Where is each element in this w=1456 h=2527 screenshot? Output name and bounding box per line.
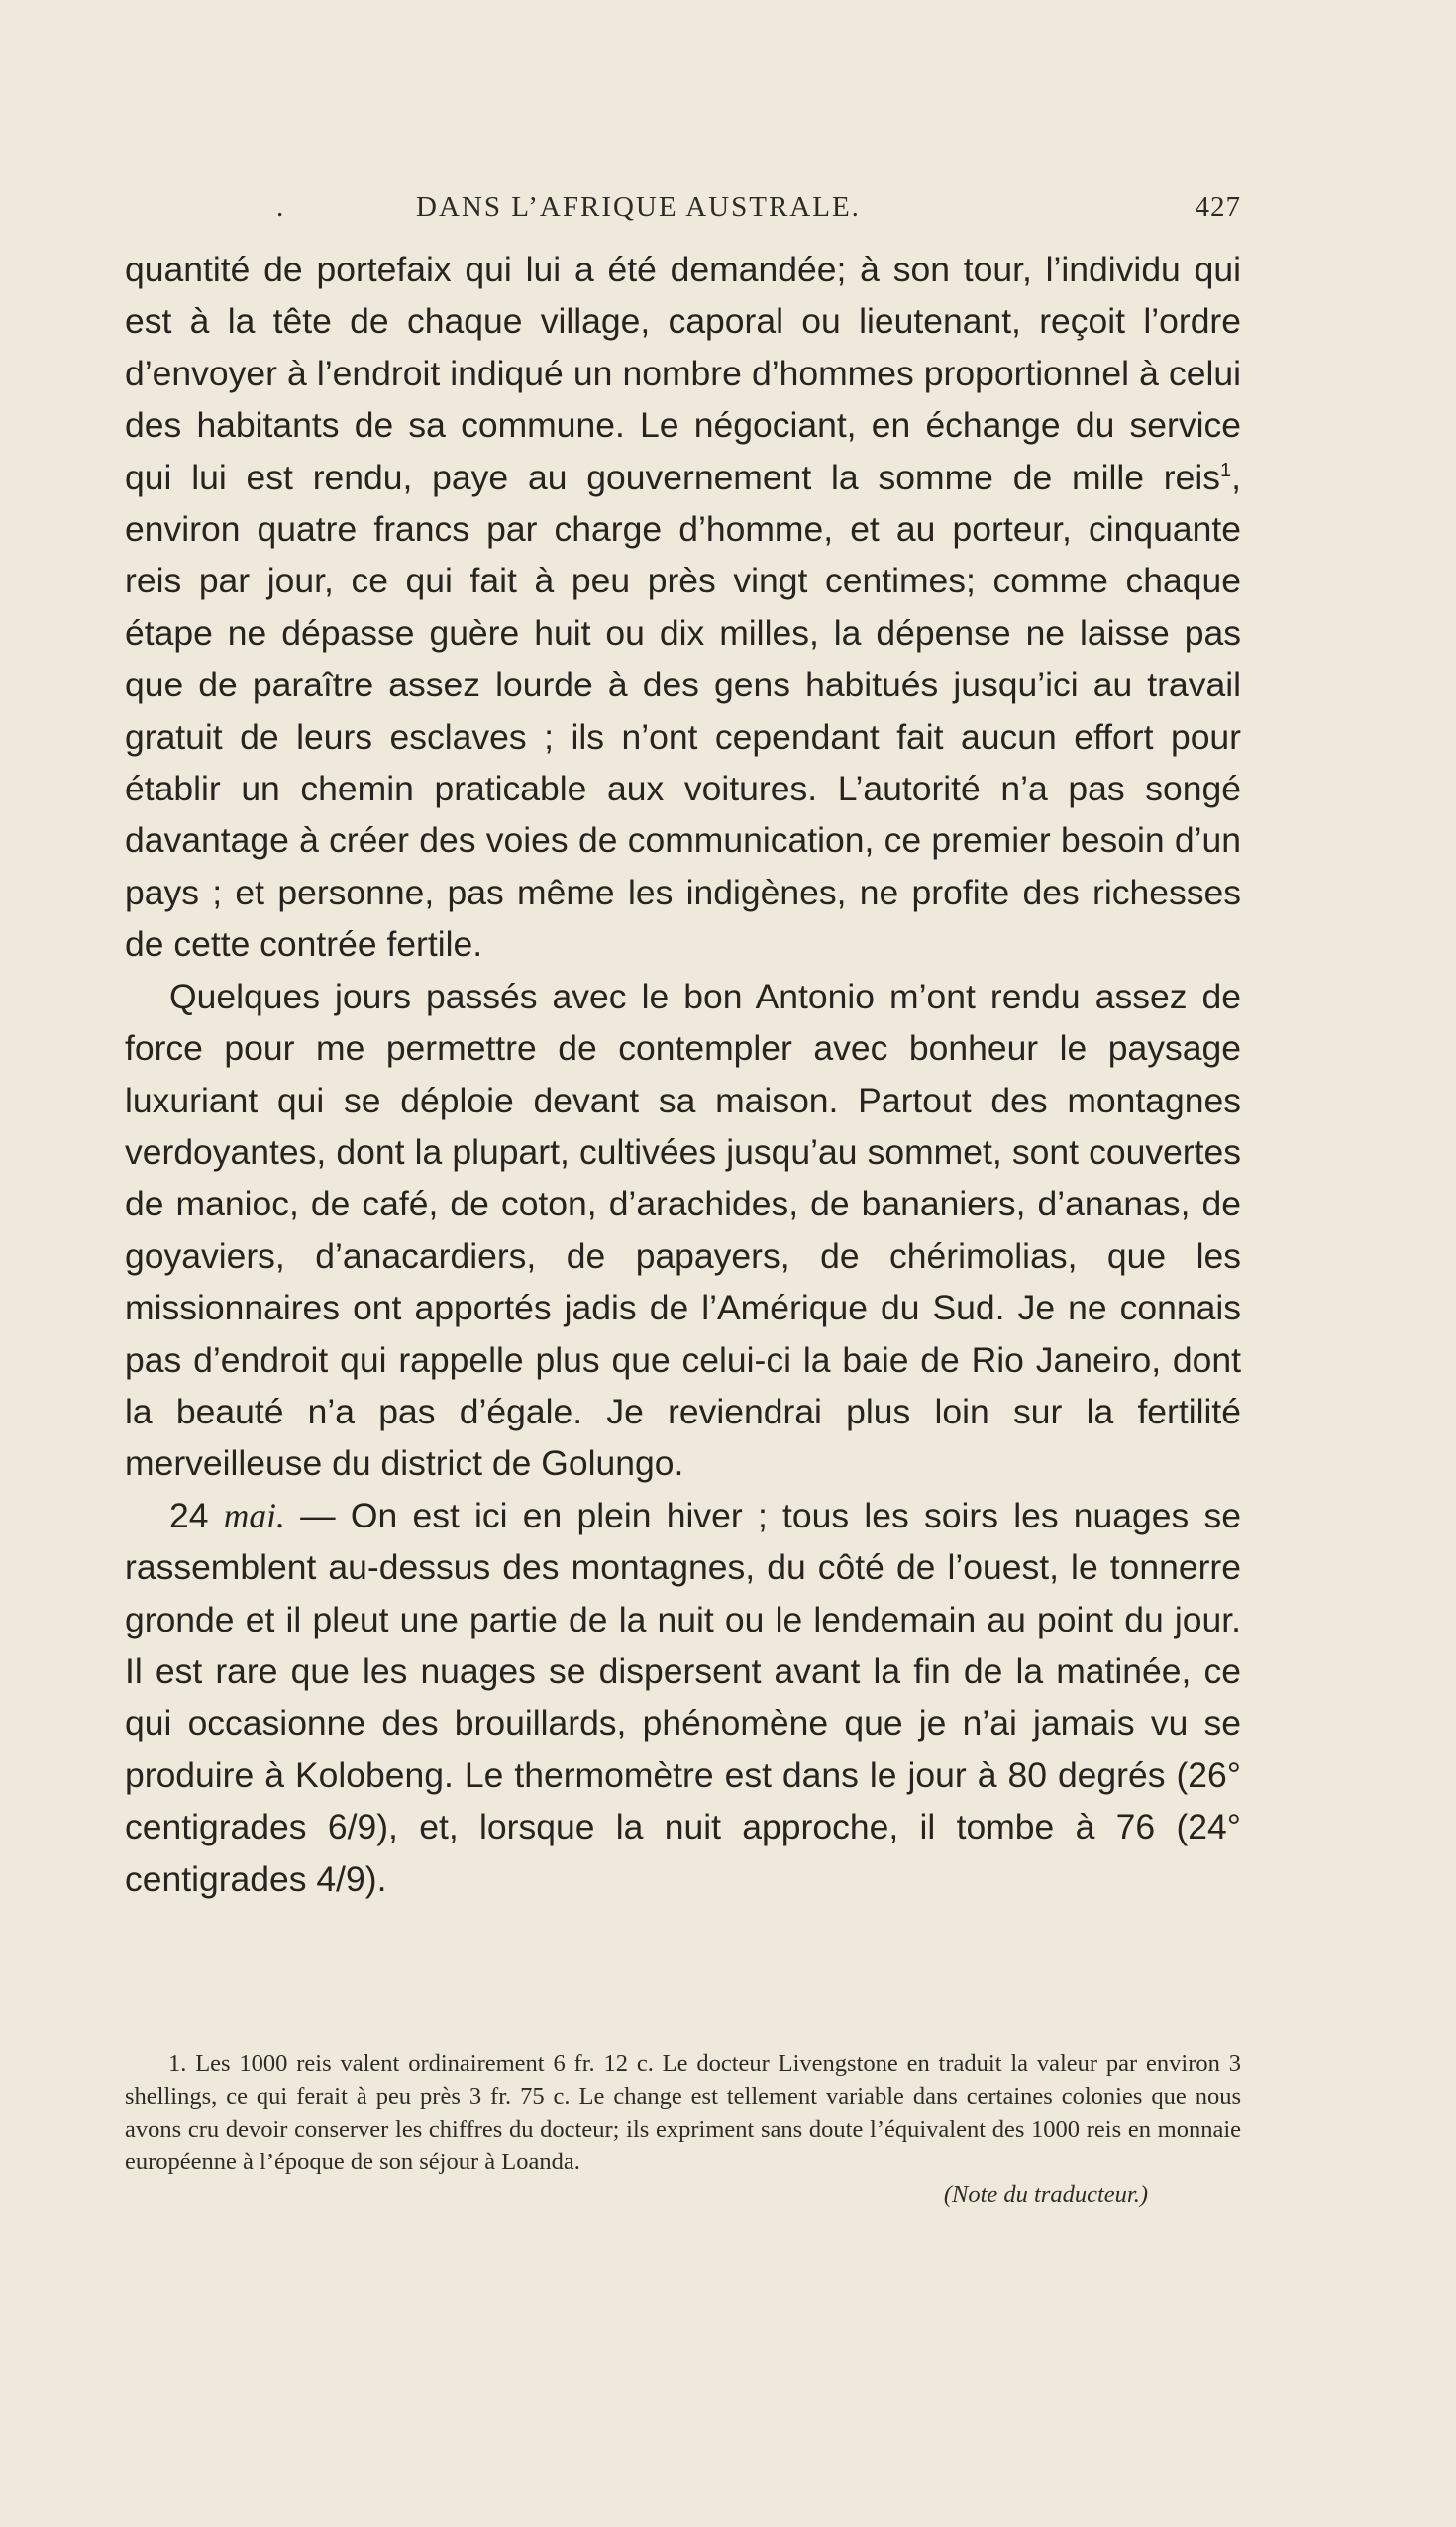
paragraph-3-text: — On est ici en plein hiver ; tous les soirs les nuages se rassemblent au-dessus des montagnes, du côté de l’ouest, le tonnerre gronde et il pleut une partie de la nuit ou le lendemain au point du jour. Il est rare que les nuages se dispersent avant la fin de la matinée, ce qui occasionne des brouillards, phénomène que je n’ai jamais vu se produire à Kolobeng. Le thermomètre est dans le jour à 80 degrés (26° centigrades 6/9), et, lorsque la nuit approche, il tombe à 76 (24° centigrades 4/9). xyxy=(125,1495,1242,1899)
footnote-credit: (Note du traducteur.) xyxy=(943,2181,1148,2208)
body-text xyxy=(125,244,1241,1905)
footnote-reference: 1 xyxy=(1220,459,1232,481)
running-title: DANS L’AFRIQUE AUSTRALE. xyxy=(416,191,861,223)
date-day: 24 xyxy=(169,1495,209,1535)
page-number: 427 xyxy=(1195,191,1241,223)
date-month: mai. xyxy=(223,1495,285,1535)
paragraph-1 xyxy=(125,244,1241,971)
footnote-text: 1. Les 1000 reis valent ordinairement 6 fr. 12 c. Le docteur Livengstone en traduit la valeur par environ 3 shellings, ce qui ferait à peu près 3 fr. 75 c. Le change est tellement variable dans certaines colonies que nous avons cru devoir conserver les chiffres du docteur; ils expriment sans doute l’équivalent des 1000 reis en monnaie européenne à l’époque de son séjour à Loanda. xyxy=(125,2051,1241,2175)
paragraph-1-part-2: , environ quatre francs par charge d’homme, et au porteur, cinquante reis par jour, ce qui fait à peu près vingt centimes; comme chaque étape ne dépasse guère huit ou dix milles, la dépense ne laisse pas que de paraître assez lourde à des gens habitués jusqu’ici au travail gratuit de leurs esclaves ; ils n’ont cependant fait aucun effort pour établir un chemin praticable aux voitures. L’autorité n’a pas songé davantage à créer des voies de communication, ce premier besoin d’un pays ; et personne, pas même les indigènes, ne profite des richesses de cette contrée fertile. xyxy=(125,457,1241,965)
page-header xyxy=(276,191,1241,231)
paragraph-1-part-1: quantité de portefaix qui lui a été demandée; à son tour, l’individu qui est à la tête de chaque village, caporal ou lieutenant, reçoit l’ordre d’envoyer à l’endroit indiqué un nombre d’hommes proportionnel à celui des habitants de sa commune. Le négociant, en échange du service qui lui est rendu, paye au gouvernement la somme de mille reis xyxy=(125,250,1241,497)
header-dot: . xyxy=(276,191,286,223)
footnotes xyxy=(125,2048,1241,2211)
paragraph-2: Quelques jours passés avec le bon Antonio m’ont rendu assez de force pour me permettre de contempler avec bonheur le paysage luxuriant qui se déploie devant sa maison. Partout des montagnes verdoyantes, dont la plupart, cultivées jusqu’au sommet, sont couvertes de manioc, de café, de coton, d’arachides, de bananiers, d’ananas, de goyaviers, d’anacardiers, de papayers, de chérimolias, que les missionnaires ont apportés jadis de l’Amérique du Sud. Je ne connais pas d’endroit qui rappelle plus que celui-ci la baie de Rio Janeiro, dont la beauté n’a pas d’égale. Je reviendrai plus loin sur la fertilité merveilleuse du district de Golungo. xyxy=(125,976,1241,1484)
paragraph-3 xyxy=(125,1490,1241,1905)
